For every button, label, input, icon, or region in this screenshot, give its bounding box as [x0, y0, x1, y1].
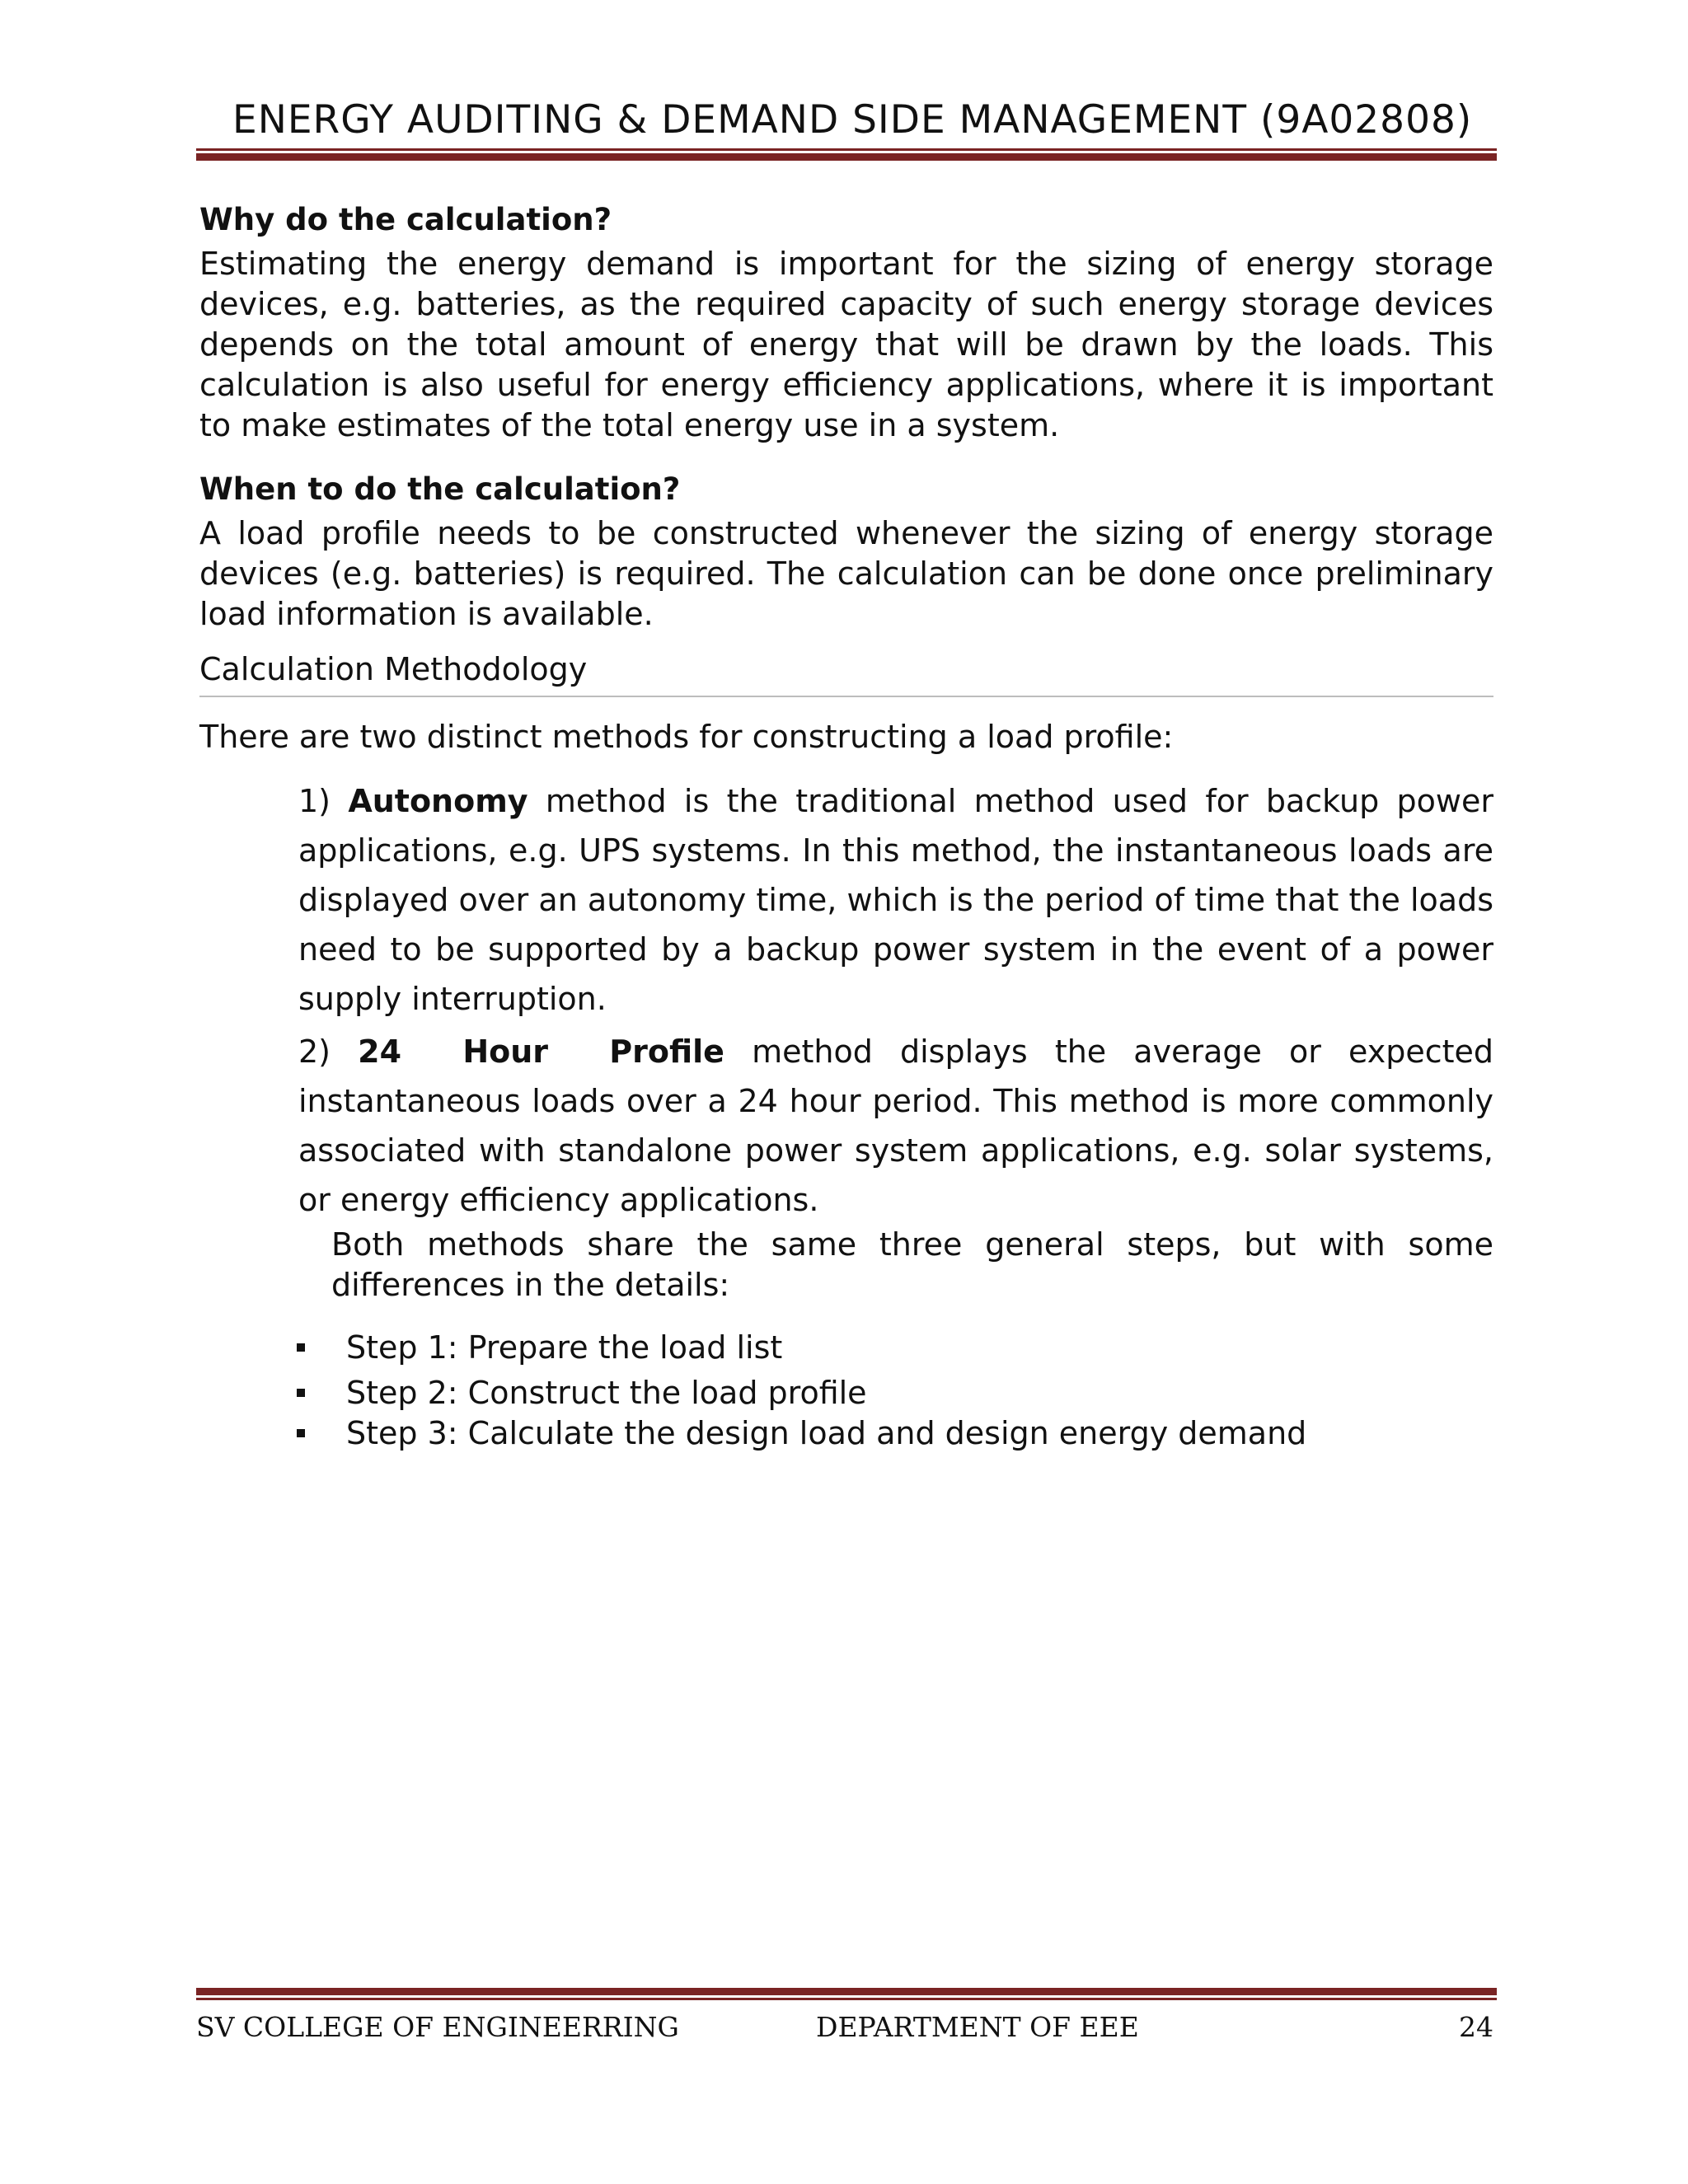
header-rule-thin	[196, 148, 1497, 151]
method-number: 2)	[298, 1033, 331, 1070]
page-content	[199, 196, 1493, 1452]
method-autonomy	[298, 776, 1493, 1024]
page-number: 24	[1459, 2011, 1493, 2043]
list-item	[297, 1371, 1493, 1414]
bullet-icon	[297, 1429, 305, 1437]
methodology-heading: Calculation Methodology	[199, 646, 1493, 697]
footer-department: DEPARTMENT OF EEE	[816, 2011, 1139, 2043]
method-24-hour-profile	[298, 1027, 1493, 1225]
footer-college: SV COLLEGE OF ENGINEERRING	[196, 2011, 679, 2043]
step-text: Step 1: Prepare the load list	[346, 1329, 783, 1366]
method-text: method is the traditional method used for backup power applications, e.g. UPS systems. In this method, the instantaneous loads are displayed over an autonomy time, which is the period of time that the loads need to be supported by a backup power system in the event of a power supply interruption.	[298, 783, 1493, 1017]
method-text: method displays the average or expected instantaneous loads over a 24 hour period. This method is more commonly associated with standalone power system applications, e.g. solar systems, or energy efficiency applications.	[298, 1033, 1493, 1218]
footer-rule-thin	[196, 1998, 1497, 2000]
step-text: Step 3: Calculate the design load and design energy demand	[346, 1415, 1307, 1451]
bullet-icon	[297, 1343, 305, 1352]
method-number: 1)	[298, 783, 331, 819]
page-footer	[196, 2011, 1497, 2047]
method-name: 24 Hour Profile	[358, 1033, 724, 1070]
why-paragraph: Estimating the energy demand is important for the sizing of energy storage devices, e.g. batteries, as the required capacity of such energy storage devices depends on the total amount of energy that will be drawn by the loads. This calculation is also useful for energy efficiency applications, where it is important to make estimates of the total energy use in a system.	[199, 246, 1493, 443]
bullet-icon	[297, 1389, 305, 1397]
header-rule-thick	[196, 153, 1497, 161]
list-item	[297, 1414, 1493, 1452]
page-header-title: ENERGY AUDITING & DEMAND SIDE MANAGEMENT (9A02808)	[232, 97, 1473, 143]
method-name: Autonomy	[348, 783, 528, 819]
methodology-intro: There are two distinct methods for constructing a load profile:	[199, 719, 1174, 755]
steps-list	[199, 1324, 1493, 1452]
list-item	[297, 1324, 1493, 1371]
why-heading: Why do the calculation?	[199, 202, 612, 237]
footer-rule-thick	[196, 1988, 1497, 1995]
when-paragraph: A load profile needs to be constructed whenever the sizing of energy storage devices (e.g. batteries) is required. The calculation can be done once preliminary load information is available.	[199, 515, 1493, 632]
both-methods-paragraph: Both methods share the same three general steps, but with some differences in the details:	[331, 1226, 1493, 1303]
when-heading: When to do the calculation?	[199, 471, 681, 507]
step-text: Step 2: Construct the load profile	[346, 1375, 867, 1411]
